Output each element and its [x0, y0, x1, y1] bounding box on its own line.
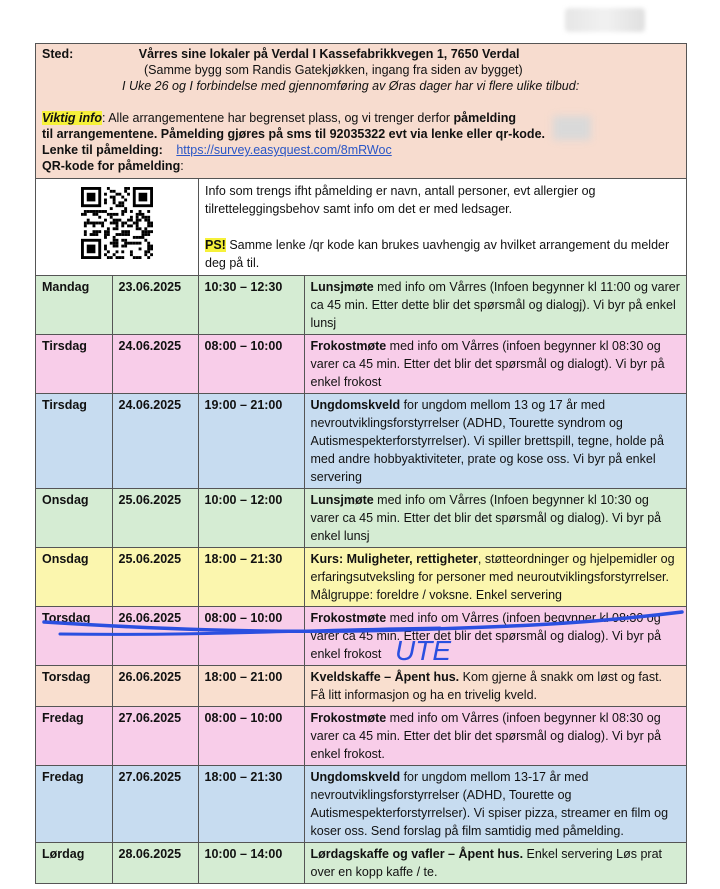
time-cell: 10:00 – 12:00 [198, 489, 304, 548]
qr-cell [36, 179, 199, 275]
sted-value: Vårres sine lokaler på Verdal I Kassefabrikkvegen 1, 7650 Verdal [138, 47, 520, 61]
program-sheet [35, 43, 687, 884]
viktig-bold: påmelding [453, 111, 517, 125]
qr-info-text [199, 179, 686, 275]
event-description: med info om Vårres (Infoen begynner kl 10:30 og varer ca 45 min. Etter det blir det spørsmål og dialog). Vi byr på enkel lunsj [310, 493, 662, 543]
event-title: Frokostmøte [310, 611, 387, 625]
date-cell: 25.06.2025 [112, 489, 198, 548]
schedule-row [36, 843, 686, 884]
day-cell: Fredag [36, 707, 112, 766]
date-cell: 25.06.2025 [112, 548, 198, 607]
event-description: med info om Vårres (Infoen begynner kl 11:00 og varer ca 45 min. Etter dette blir det spørsmål og dialogj). Vi byr på enkel lunsj [310, 280, 680, 330]
event-title: Lunsjmøte [310, 280, 374, 294]
date-cell: 27.06.2025 [112, 707, 198, 766]
time-cell: 10:00 – 14:00 [198, 843, 304, 884]
event-title: Frokostmøte [310, 339, 387, 353]
viktig-label: Viktig info [42, 111, 102, 125]
day-cell: Onsdag [36, 548, 112, 607]
blurred-redaction [553, 116, 591, 140]
lenke-row [42, 142, 680, 158]
time-cell: 18:00 – 21:30 [198, 548, 304, 607]
qr-info-main: Info som trengs ifht påmelding er navn, antall personer, evt allergier og tilretteleggingsbehov samt info om det er med ledsager. [205, 184, 596, 216]
date-cell: 26.06.2025 [112, 607, 198, 666]
event-title: Ungdomskveld [310, 770, 401, 784]
date-cell: 27.06.2025 [112, 766, 198, 843]
time-cell: 18:00 – 21:00 [198, 666, 304, 707]
schedule-row [36, 335, 686, 394]
event-title: Ungdomskveld [310, 398, 401, 412]
description-cell [304, 276, 686, 335]
date-cell: 28.06.2025 [112, 843, 198, 884]
description-cell [304, 489, 686, 548]
info-block [36, 44, 686, 179]
event-description: med info om Vårres (infoen begynner kl 08:30 og varer ca 45 min. Etter det blir det spørsmål og dialog). Vi byr på enkel frokost. [310, 711, 662, 761]
signup-link[interactable]: https://survey.easyquest.com/8mRWoc [176, 143, 392, 157]
description-cell [304, 548, 686, 607]
event-title: Lunsjmøte [310, 493, 374, 507]
event-title: Kurs: Muligheter, rettigheter [310, 552, 478, 566]
time-cell: 08:00 – 10:00 [198, 607, 304, 666]
description-cell [304, 843, 686, 884]
day-cell: Onsdag [36, 489, 112, 548]
lenke-label: Lenke til påmelding: [42, 143, 163, 157]
intro-text: I Uke 26 og I forbindelse med gjennomføring av Øras dager har vi flere ulike tilbud: [122, 79, 580, 93]
qr-row [36, 179, 686, 276]
schedule-table [36, 276, 686, 883]
schedule-row [36, 766, 686, 843]
event-title: Kveldskaffe – Åpent hus. [310, 670, 460, 684]
time-cell: 10:30 – 12:30 [198, 276, 304, 335]
day-cell: Mandag [36, 276, 112, 335]
schedule-row [36, 489, 686, 548]
date-cell: 23.06.2025 [112, 276, 198, 335]
sted-label: Sted: [42, 47, 74, 61]
event-description: for ungdom mellom 13 og 17 år med nevroutviklingsforstyrrelser (ADHD, Tourette syndrom og Autismespekterforstyrrelser). Vi spiller brettspill, tegne, holde på med andre hobbyaktiviteter, prate og kose oss. Vi byr på enkel servering [310, 398, 664, 484]
event-title: Frokostmøte [310, 711, 387, 725]
ps-label: PS! [205, 238, 226, 252]
blurred-corner-redaction [565, 8, 645, 32]
description-cell [304, 394, 686, 489]
time-cell: 08:00 – 10:00 [198, 335, 304, 394]
qr-colon: : [180, 159, 184, 173]
time-cell: 08:00 – 10:00 [198, 707, 304, 766]
ps-text: Samme lenke /qr kode kan brukes uavhengig av hvilket arrangement du melder deg på til. [205, 238, 670, 270]
day-cell: Fredag [36, 766, 112, 843]
event-description: , støtteordninger og hjelpemidler og erfaringsutveksling for personer med neuroutviklingsforstyrrelser. Målgruppe: foreldre / voksne. Enkel servering [310, 552, 675, 602]
event-title: Lørdagskaffe og vafler – Åpent hus. [310, 847, 524, 861]
date-cell: 24.06.2025 [112, 335, 198, 394]
qr-label: QR-kode for påmelding [42, 159, 181, 173]
schedule-row [36, 707, 686, 766]
ps-row [205, 236, 680, 272]
description-cell [304, 335, 686, 394]
day-cell: Tirsdag [36, 394, 112, 489]
handwritten-note: UTE [395, 635, 451, 666]
event-description: med info om Vårres (infoen begynner kl 08:30 og varer ca 45 min. Etter det blir det spørsmål og dialog). Vi byr på enkel frokost [310, 611, 662, 661]
description-cell [304, 666, 686, 707]
time-cell: 18:00 – 21:30 [198, 766, 304, 843]
schedule-row [36, 666, 686, 707]
event-description: for ungdom mellom 13-17 år med nevroutviklingsforstyrrelser (ADHD, Tourette og Autismespekterforstyrrelser). Vi spiser pizza, streamer en film og koser oss. Send forslag på film samtidig med påmelding. [310, 770, 669, 838]
viktig-bold-line: til arrangementene. Påmelding gjøres på sms til 92035322 evt via lenke eller qr-kode. [42, 127, 545, 141]
day-cell: Tirsdag [36, 335, 112, 394]
description-cell [304, 766, 686, 843]
event-description: med info om Vårres (infoen begynner kl 08:30 og varer ca 45 min. Etter det blir det spørsmål og dialogt). Vi byr på enkel frokost [310, 339, 665, 389]
spacer [42, 94, 680, 110]
qr-code-icon[interactable] [81, 187, 153, 259]
day-cell: Lørdag [36, 843, 112, 884]
description-cell [304, 707, 686, 766]
date-cell: 26.06.2025 [112, 666, 198, 707]
time-cell: 19:00 – 21:00 [198, 394, 304, 489]
description-cell [304, 607, 686, 666]
sted-sub: (Samme bygg som Randis Gatekjøkken, ingang fra siden av bygget) [144, 63, 523, 77]
event-description: Kom gjerne å snakk om løst og fast. Få litt informasjon og ha en trivelig kveld. [310, 670, 663, 702]
schedule-row [36, 394, 686, 489]
schedule-row [36, 276, 686, 335]
day-cell: Torsdag [36, 607, 112, 666]
schedule-row [36, 607, 686, 666]
schedule-row [36, 548, 686, 607]
qr-label-row [42, 158, 680, 174]
event-description: Enkel servering Løs prat over en kopp kaffe / te. [310, 847, 662, 879]
viktig-text: : Alle arrangementene har begrenset plass, og vi trenger derfor [101, 111, 454, 125]
date-cell: 24.06.2025 [112, 394, 198, 489]
day-cell: Torsdag [36, 666, 112, 707]
sted-row [42, 46, 680, 62]
spacer [205, 218, 680, 236]
